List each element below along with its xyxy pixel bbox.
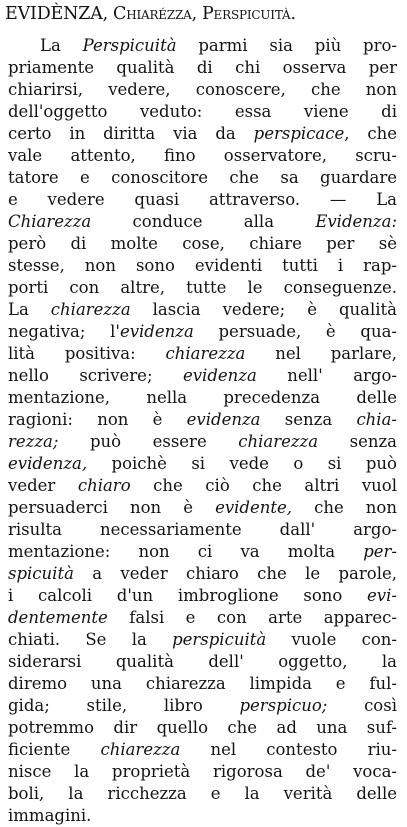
- text-line: [8, 255, 397, 277]
- text-segment: siderarsi qualità dell' oggetto, la: [8, 652, 397, 671]
- italic-term: chiaro: [77, 476, 131, 495]
- entry-heading: [5, 3, 296, 25]
- text-line: [8, 343, 397, 365]
- italic-term: rezza;: [8, 432, 59, 451]
- text-line: [8, 277, 397, 299]
- text-segment: così: [327, 696, 397, 715]
- headword-evidenza: EVIDÈNZA,: [5, 4, 109, 24]
- italic-term: Evidenza:: [315, 212, 397, 231]
- italic-term: evidenza: [186, 410, 261, 429]
- text-line: [8, 673, 397, 695]
- text-segment: veder: [8, 476, 78, 495]
- text-segment: che non: [292, 498, 397, 517]
- text-segment: La: [40, 36, 83, 55]
- italic-term: chia-: [356, 410, 397, 429]
- text-line: [8, 299, 397, 321]
- text-segment: gida; stile, libro: [8, 696, 240, 715]
- text-segment: chiati. Se la: [8, 630, 173, 649]
- text-segment: potremmo dir quello che ad una suf-: [8, 718, 397, 737]
- text-line: [8, 145, 397, 167]
- text-segment: a veder chiaro che le parole,: [73, 564, 397, 583]
- text-segment: priamente qualità di chi osserva per: [8, 58, 397, 77]
- text-line: [8, 35, 397, 57]
- italic-term: dentemente: [8, 608, 108, 627]
- text-line: [8, 761, 397, 783]
- text-line: [8, 739, 397, 761]
- text-line: [8, 123, 397, 145]
- text-segment: poichè si vede o si può: [87, 454, 397, 473]
- text-segment: però di molte cose, chiare per sè: [8, 234, 397, 253]
- text-segment: nel contesto riu-: [180, 740, 397, 759]
- italic-term: chiarezza: [100, 740, 181, 759]
- text-line: [8, 453, 397, 475]
- text-segment: parmi sia più pro-: [176, 36, 397, 55]
- text-line: [8, 607, 397, 629]
- text-line: [8, 651, 397, 673]
- headword-chiarezza: Chiarézza,: [113, 4, 197, 24]
- italic-term: chiarezza: [165, 344, 246, 363]
- text-segment: chiarirsi, vedere, conoscere, che non: [8, 80, 397, 99]
- italic-term: Chiarezza: [8, 212, 92, 231]
- text-segment: e vedere quasi attraverso. — La: [8, 190, 397, 209]
- italic-term: perspicuo;: [239, 696, 328, 715]
- text-line: [8, 57, 397, 79]
- headword-perspicuita: Perspicuità.: [201, 4, 296, 24]
- text-segment: ragioni: non è: [8, 410, 187, 429]
- italic-term: chiarezza: [50, 300, 131, 319]
- text-segment: ficiente: [8, 740, 101, 759]
- text-line: [8, 805, 397, 827]
- text-line: [8, 189, 397, 211]
- italic-term: evidenza,: [8, 454, 88, 473]
- text-line: [8, 211, 397, 233]
- text-line: [8, 629, 397, 651]
- text-segment: vuole con-: [266, 630, 397, 649]
- text-line: [8, 695, 397, 717]
- text-segment: certo in diritta via da: [8, 124, 254, 143]
- text-line: [8, 519, 397, 541]
- text-segment: nisce la proprietà rigorosa de' voca-: [8, 762, 397, 781]
- text-segment: porti con altre, tutte le conseguenze.: [8, 278, 397, 297]
- text-segment: tatore e conoscitore che sa guardare: [8, 168, 397, 187]
- italic-term: Perspicuità: [82, 36, 177, 55]
- text-line: [8, 365, 397, 387]
- text-segment: mentazione, nella precedenza delle: [8, 388, 397, 407]
- italic-term: evidenza: [119, 322, 194, 341]
- text-segment: che ciò che altri vuol: [130, 476, 398, 495]
- text-line: [8, 387, 397, 409]
- italic-term: evidenza: [182, 366, 257, 385]
- entry-body: [8, 35, 397, 827]
- text-segment: dell'oggetto veduto: essa viene di: [8, 102, 397, 121]
- text-line: [8, 233, 397, 255]
- text-segment: risulta necessariamente dall' argo-: [8, 520, 397, 539]
- text-segment: vale attento, fino osservatore, scru-: [8, 146, 397, 165]
- text-segment: stesse, non sono evidenti tutti i rap-: [8, 256, 397, 275]
- text-line: [8, 475, 397, 497]
- text-line: [8, 101, 397, 123]
- text-segment: nello scrivere;: [8, 366, 183, 385]
- text-segment: conduce alla: [91, 212, 316, 231]
- text-segment: persuaderci non è: [8, 498, 216, 517]
- text-segment: senza: [318, 432, 397, 451]
- text-line: [8, 409, 397, 431]
- italic-term: perspicace: [253, 124, 345, 143]
- text-segment: senza: [260, 410, 357, 429]
- text-segment: diremo una chiarezza limpida e ful-: [8, 674, 397, 693]
- text-segment: lascia vedere; è qualità: [130, 300, 397, 319]
- text-segment: lità positiva:: [8, 344, 166, 363]
- text-segment: immagini.: [8, 806, 92, 825]
- text-line: [8, 563, 397, 585]
- text-segment: negativa; l': [8, 322, 120, 341]
- text-segment: falsi e con arte apparec-: [107, 608, 397, 627]
- italic-term: evi-: [367, 586, 397, 605]
- text-line: [8, 783, 397, 805]
- italic-term: perspicuità: [172, 630, 267, 649]
- text-segment: i calcoli d'un imbroglione sono: [8, 586, 368, 605]
- text-line: [8, 541, 397, 563]
- text-line: [8, 431, 397, 453]
- text-segment: , che: [344, 124, 397, 143]
- text-segment: nell' argo-: [256, 366, 397, 385]
- italic-term: chiarezza: [238, 432, 319, 451]
- italic-term: evidente,: [215, 498, 293, 517]
- italic-term: per-: [363, 542, 397, 561]
- italic-term: spicuità: [8, 564, 74, 583]
- text-line: [8, 717, 397, 739]
- text-segment: boli, la ricchezza e la verità delle: [8, 784, 397, 803]
- text-line: [8, 321, 397, 343]
- text-segment: può essere: [58, 432, 239, 451]
- text-segment: La: [8, 300, 51, 319]
- text-segment: persuade, è qua-: [193, 322, 397, 341]
- text-line: [8, 497, 397, 519]
- text-line: [8, 585, 397, 607]
- text-line: [8, 167, 397, 189]
- text-segment: mentazione: non ci va molta: [8, 542, 364, 561]
- text-line: [8, 79, 397, 101]
- text-segment: nel parlare,: [245, 344, 397, 363]
